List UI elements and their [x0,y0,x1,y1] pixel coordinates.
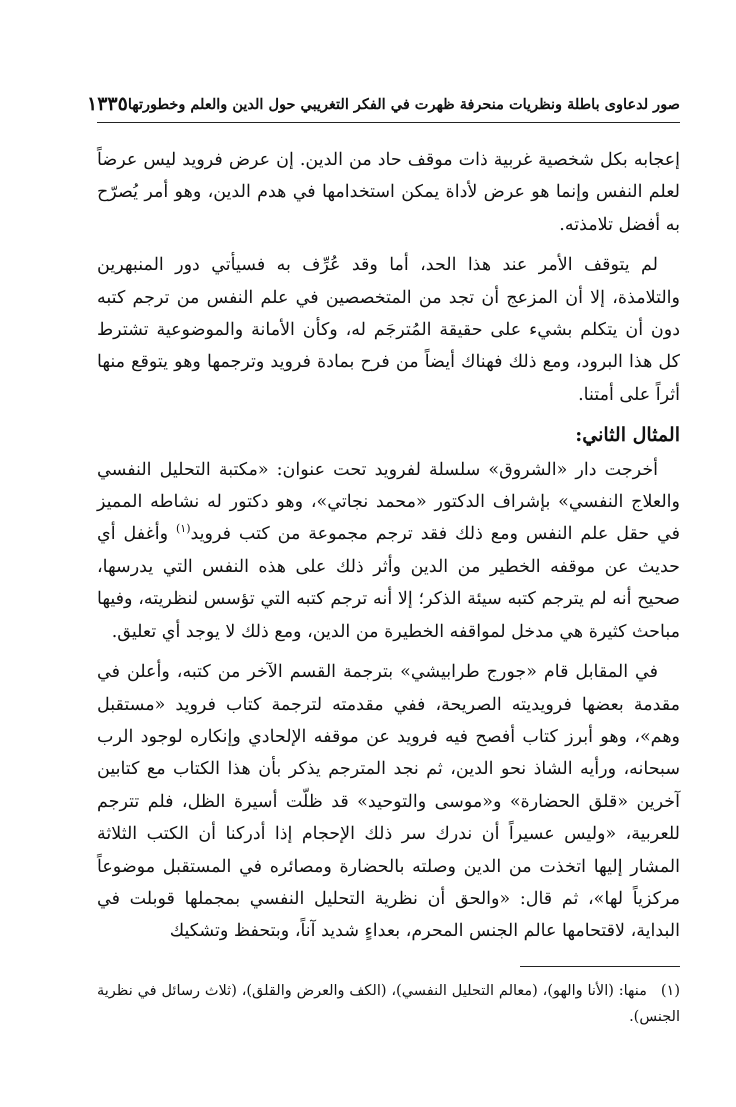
footnote [97,978,680,1030]
paragraph-4: في المقابل قام «جورج طرابيشي» بترجمة القسم الآخر من كتبه، وأعلن في مقدمة بعضها فرويديته الصريحة، ففي مقدمته لترجمة كتاب فرويد «مستقبل وهم»، وهو أبرز كتاب أفصح فيه فرويد عن موقفه الإلحادي وإنكاره لوجود الرب سبحانه، ورأيه الشاذ نحو الدين، ثم نجد المترجم يذكر بأن هذا الكتاب مع كتابين آخرين «قلق الحضارة» و«موسى والتوحيد» قد ظلّت أسيرة الظل، فلم تترجم للعربية، «وليس عسيراً أن ندرك سر ذلك الإحجام إذا أدركنا أن الكتب الثلاثة المشار إليها اتخذت من الدين وصلته بالحضارة ومصائره في المستقبل موضوعاً مركزياً لها»، ثم قال: «والحق أن نظرية التحليل النفسي بمجملها قوبلت في البداية، لاقتحامها عالم الجنس المحرم، بعداءٍ شديد آناً، وبتحفظ وتشكيك [97,662,680,942]
paragraph-1: إعجابه بكل شخصية غربية ذات موقف حاد من الدين. إن عرض فرويد ليس عرضاً لعلم النفس وإنما هو عرض لأداة يمكن استخدامها في هدم الدين، وهو أمر يُصرّح به أفضل تلامذته. [97,150,680,235]
footnote-marker[interactable]: (١) [175,522,191,536]
page-number: ١٣٣٥ [87,93,128,115]
paragraph-3-text-after: وأغفل أي حديث عن موقفه الخطير من الدين وأثر ذلك على هذه النفس التي يدرسها، صحيح أنه لم يترجم كتبه سيئة الذكر؛ إلا أنه ترجم كتبه التي تؤسس لنظريته، وفيها مباحث كثيرة هي مدخل لمواقفه الخطيرة من الدين، ومع ذلك لا يوجد أي تعليق. [97,524,680,642]
paragraph-2: لم يتوقف الأمر عند هذا الحد، أما وقد عُرِّف به فسيأتي دور المنبهرين والتلامذة، إلا أن المزعج أن تجد من المتخصصين في علم النفس من ترجم كتبه دون أن يتكلم بشيء على حقيقة المُترجَم له، وكأن الأمانة والموضوعية تشترط كل هذا البرود، ومع ذلك فهناك أيضاً من فرح بمادة فرويد وترجمها وهو يتوقع منها أثراً على أمتنا. [97,255,681,405]
footnote-number: (١) [660,983,680,999]
footnote-text: منها: (الأنا والهو)، (معالم التحليل النفسي)، (الكف والعرض والقلق)، (ثلاث رسائل في نظرية الجنس). [97,983,680,1025]
footnote-divider [520,966,680,967]
body-text [97,144,680,956]
paragraph-3 [97,454,680,648]
header-title: صور لدعاوى باطلة ونظريات منحرفة ظهرت في الفكر التغريبي حول الدين والعلم وخطورتها [127,95,680,113]
section-heading: المثال الثاني: [575,424,680,447]
paragraph-3-text-before: أخرجت دار «الشروق» سلسلة لفرويد تحت عنوان: «مكتبة التحليل النفسي والعلاج النفسي» بإشراف الدكتور «محمد نجاتي»، وهو دكتور له نشاطه المميز في حقل علم النفس ومع ذلك فقد ترجم مجموعة من كتب فرويد [97,459,680,545]
running-header [87,86,680,123]
